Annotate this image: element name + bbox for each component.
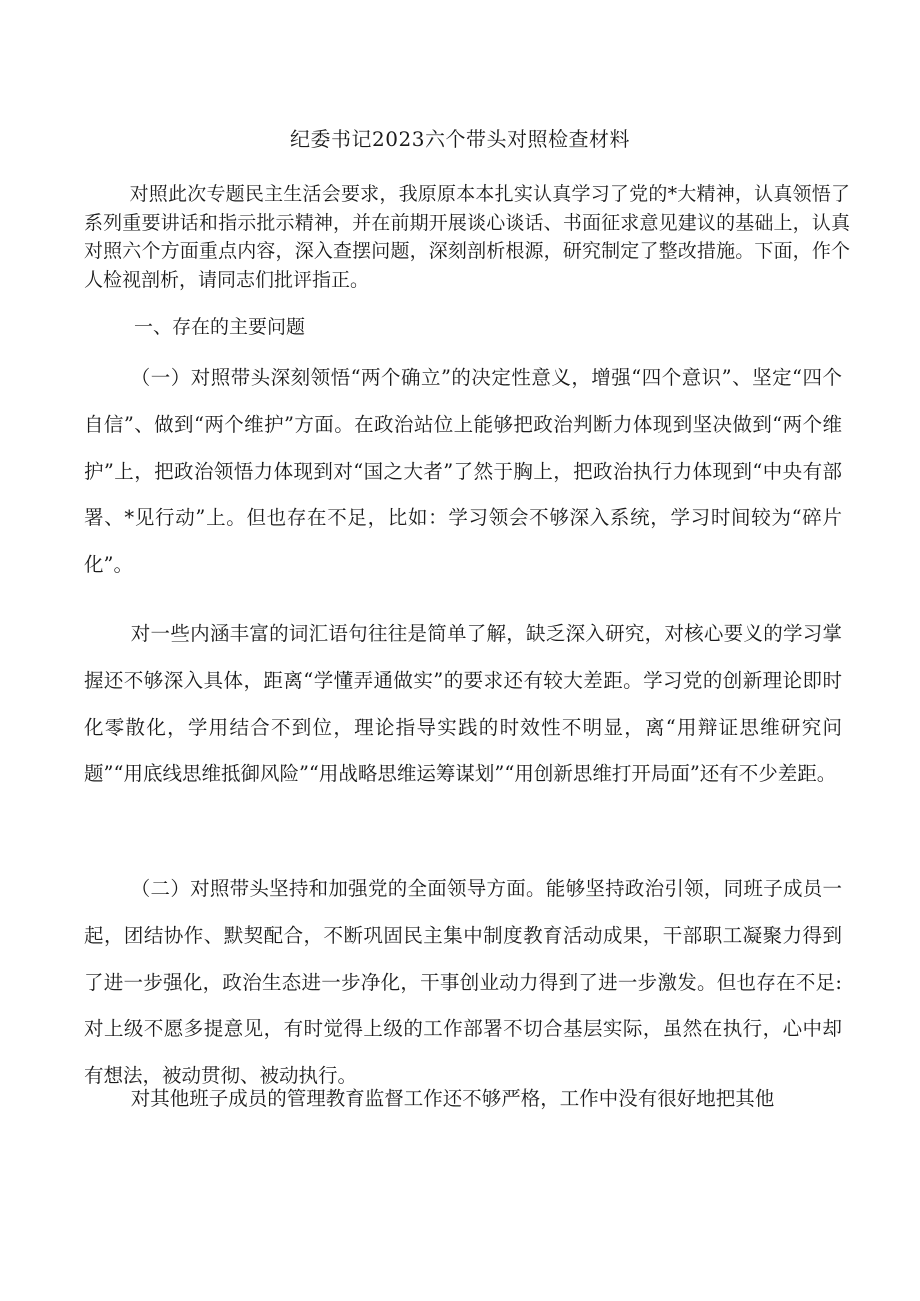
document-title: 纪委书记2023六个带头对照检查材料 [290, 127, 630, 151]
body-paragraph-4: 对其他班子成员的管理教育监督工作还不够严格，工作中没有很好地把其他 [130, 1087, 775, 1110]
intro-paragraph: 对照此次专题民主生活会要求，我原原本本扎实认真学习了党的*大精神，认真领悟了系列重要讲话和指示批示精神，并在前期开展谈心谈话、书面征求意见建议的基础上，认真对照六个方面重点内容，深入查摆问题，深刻剖析根源，研究制定了整改措施。下面，作个人检视剖析，请同志们批评指正。 [84, 183, 850, 291]
section-heading: 一、存在的主要问题 [134, 316, 306, 338]
body-paragraph-1: （一）对照带头深刻领悟“两个确立”的决定性意义，增强“四个意识”、坚定“四个自信”、做到“两个维护”方面。在政治站位上能够把政治判断力体现到坚决做到“两个维护”上，把政治领悟力体现到对“国之大者”了然于胸上，把政治执行力体现到“中央有部署、*见行动”上。但也存在不足，比如：学习领会不够深入系统，学习时间较为“碎片化”。 [84, 366, 842, 577]
body-paragraph-2: 对一些内涵丰富的词汇语句往往是简单了解，缺乏深入研究，对核心要义的学习掌握还不够深入具体，距离“学懂弄通做实”的要求还有较大差距。学习党的创新理论即时化零散化，学用结合不到位，理论指导实践的时效性不明显，离“用辩证思维研究问题”“用底线思维抵御风险”“用战略思维运筹谋划”“用创新思维打开局面”还有不少差距。 [84, 622, 842, 786]
body-paragraph-3: （二）对照带头坚持和加强党的全面领导方面。能够坚持政治引领，同班子成员一起，团结协作、默契配合，不断巩固民主集中制度教育活动成果，干部职工凝聚力得到了进一步强化，政治生态进一步净化，干事创业动力得到了进一步激发。但也存在不足:对上级不愿多提意见，有时觉得上级的工作部署不切合基层实际，虽然在执行，心中却有想法，被动贯彻、被动执行。 [84, 877, 842, 1088]
